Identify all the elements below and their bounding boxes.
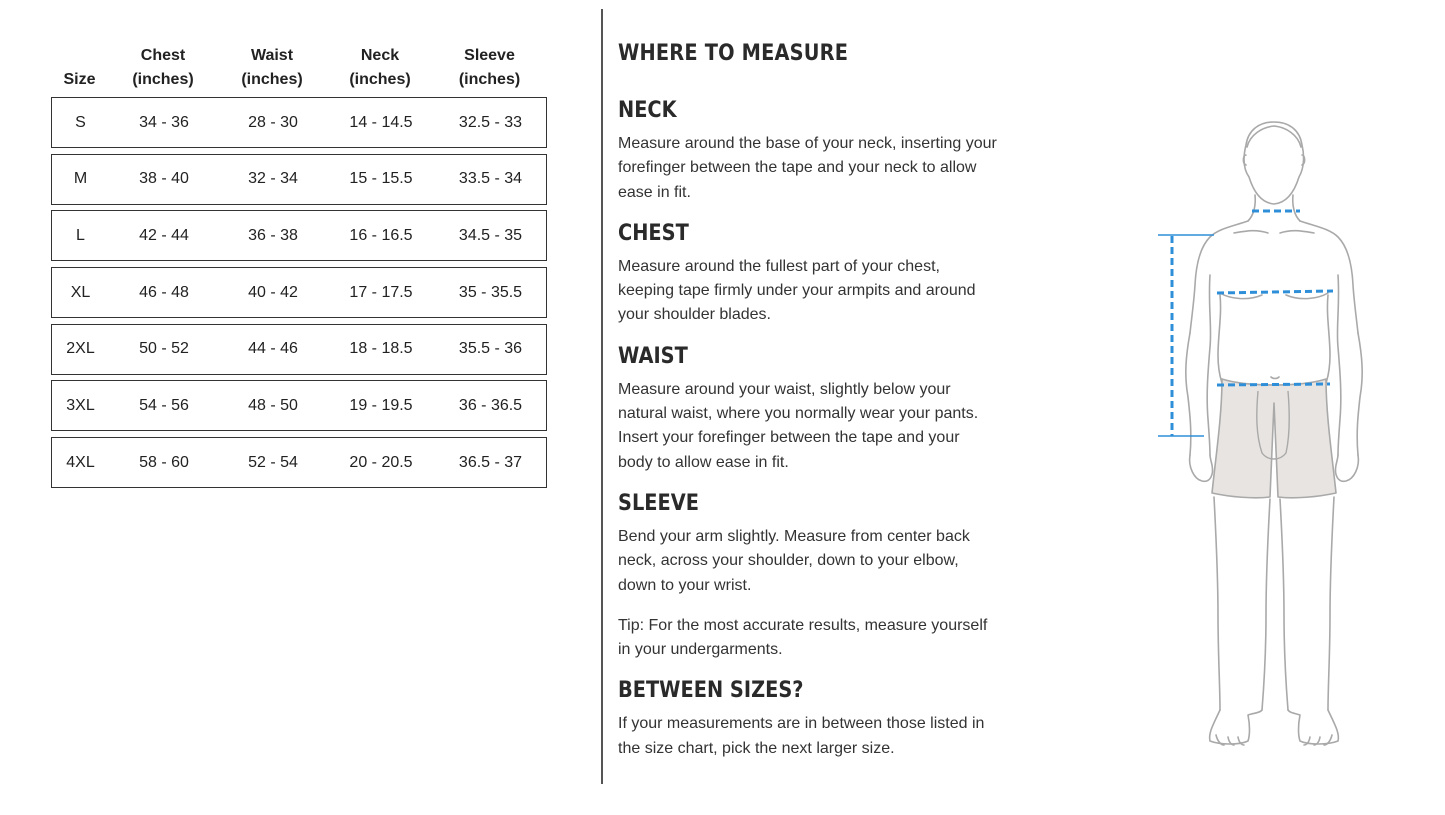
neck-cell: 16 - 16.5 [349, 226, 413, 244]
header-waist: Waist (inches) [241, 47, 303, 88]
chest-cell: 58 - 60 [139, 453, 189, 471]
size-chart-table [51, 28, 547, 494]
sleeve-cell: 35 - 35.5 [458, 283, 523, 301]
size-cell: 2XL [66, 340, 95, 358]
table-row [51, 97, 547, 148]
body-measurement-figure [1150, 115, 1375, 755]
waist-heading: WAIST [618, 343, 688, 369]
between-sizes-heading: BETWEEN SIZES? [618, 678, 804, 704]
chest-heading: CHEST [618, 220, 689, 246]
sleeve-cell: 32.5 - 33 [458, 113, 523, 131]
header-size: Size [63, 71, 96, 88]
size-cell: XL [70, 283, 91, 301]
sleeve-cell: 36 - 36.5 [458, 396, 523, 414]
chest-tape-line [1217, 291, 1333, 293]
chest-cell: 46 - 48 [139, 283, 189, 301]
neck-cell: 18 - 18.5 [349, 340, 413, 358]
neck-cell: 20 - 20.5 [349, 453, 413, 471]
header-sleeve: Sleeve (inches) [458, 47, 521, 88]
size-cell: 4XL [66, 453, 95, 471]
table-row [51, 324, 547, 375]
vertical-divider [601, 9, 603, 784]
table-row [51, 154, 547, 205]
neck-cell: 14 - 14.5 [349, 113, 413, 131]
table-header [51, 28, 547, 92]
neck-heading: NECK [618, 98, 677, 123]
measure-title: WHERE TO MEASURE [618, 41, 849, 66]
waist-cell: 44 - 46 [248, 340, 298, 358]
body-outline [1186, 122, 1362, 745]
neck-text: Measure around the base of your neck, inserting your forefinger between the tape and your neck to allow ease in fit. [618, 135, 997, 201]
neck-cell: 19 - 19.5 [349, 396, 413, 414]
sleeve-cell: 33.5 - 34 [458, 170, 523, 188]
waist-cell: 28 - 30 [248, 113, 298, 131]
table-row [51, 380, 547, 431]
waist-cell: 36 - 38 [248, 226, 298, 244]
sleeve-cell: 34.5 - 35 [458, 226, 523, 244]
sleeve-cell: 35.5 - 36 [458, 340, 523, 358]
measure-instructions [618, 36, 998, 761]
table-row [51, 210, 547, 261]
sleeve-heading: SLEEVE [618, 490, 699, 516]
header-chest: Chest (inches) [132, 47, 194, 88]
underwear-shape [1212, 379, 1336, 498]
table-body [51, 97, 547, 488]
waist-cell: 48 - 50 [248, 396, 298, 414]
chest-text: Measure around the fullest part of your chest, keeping tape firmly under your armpits and around your shoulder blades. [618, 257, 976, 324]
chest-cell: 50 - 52 [139, 340, 189, 358]
chest-cell: 42 - 44 [139, 226, 189, 244]
chest-cell: 54 - 56 [139, 396, 189, 414]
size-cell: S [75, 113, 86, 131]
table-row [51, 267, 547, 318]
chest-cell: 34 - 36 [139, 113, 189, 131]
sleeve-text: Bend your arm slightly. Measure from center back neck, across your shoulder, down to your elbow, down to your wrist. [618, 527, 970, 594]
size-cell: L [76, 226, 85, 244]
waist-cell: 40 - 42 [248, 283, 298, 301]
size-cell: 3XL [66, 396, 95, 414]
waist-text: Measure around your waist, slightly below your natural waist, where you normally wear your pants. Insert your forefinger between the tape and your body to allow ease in fit. [618, 380, 979, 471]
waist-cell: 32 - 34 [248, 170, 298, 188]
neck-cell: 17 - 17.5 [349, 283, 413, 301]
table-row [51, 437, 547, 488]
chest-cell: 38 - 40 [139, 170, 189, 188]
between-sizes-text: If your measurements are in between those listed in the size chart, pick the next larger size. [618, 715, 985, 757]
header-neck: Neck (inches) [349, 47, 411, 88]
tip-text: Tip: For the most accurate results, measure yourself in your undergarments. [618, 616, 988, 659]
neck-cell: 15 - 15.5 [349, 170, 413, 188]
size-cell: M [73, 170, 88, 188]
sleeve-cell: 36.5 - 37 [458, 453, 523, 471]
waist-cell: 52 - 54 [248, 453, 298, 471]
